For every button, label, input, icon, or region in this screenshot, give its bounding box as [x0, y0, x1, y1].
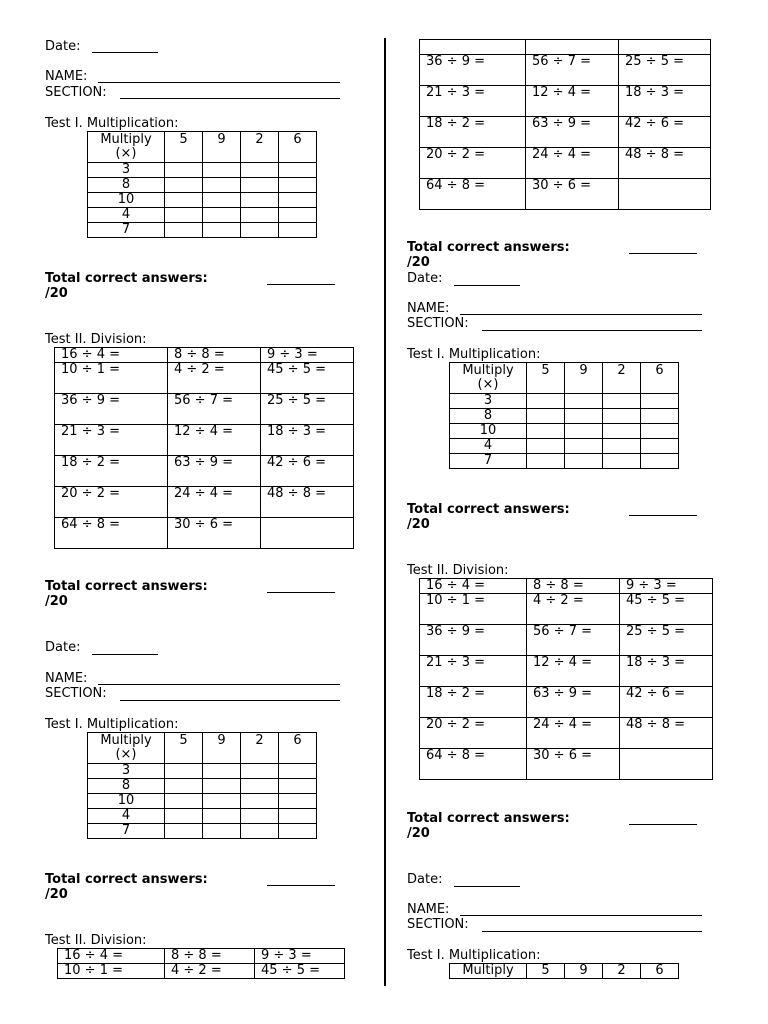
answer-cell[interactable]: [203, 223, 241, 238]
col-header: 9: [565, 964, 603, 979]
division-problem: 10 ÷ 1 =: [420, 594, 527, 625]
date-label: Date:: [45, 39, 81, 54]
division-problem: 12 ÷ 4 =: [527, 656, 620, 687]
row-header: 8: [88, 779, 165, 794]
division-problem: 18 ÷ 2 =: [55, 456, 168, 487]
row-header: 10: [88, 794, 165, 809]
answer-cell[interactable]: [241, 223, 279, 238]
total-label: Total correct answers:: [407, 502, 570, 517]
name-field[interactable]: [460, 915, 702, 916]
answer-cell[interactable]: [565, 394, 603, 409]
col-header: 5: [527, 363, 565, 394]
answer-cell[interactable]: [241, 163, 279, 178]
division-problem: 20 ÷ 2 =: [420, 148, 526, 179]
row-header: 8: [450, 409, 527, 424]
answer-cell[interactable]: [279, 208, 317, 223]
multiply-header: Multiply: [450, 964, 527, 979]
answer-cell[interactable]: [241, 193, 279, 208]
answer-cell[interactable]: [603, 394, 641, 409]
answer-cell[interactable]: [279, 163, 317, 178]
division-problem: 25 ÷ 5 =: [261, 394, 354, 425]
division-table: [54, 347, 354, 549]
col-header: 6: [279, 733, 317, 764]
division-table: [419, 39, 711, 210]
division-problem: 36 ÷ 9 =: [420, 55, 526, 86]
division-problem: 36 ÷ 9 =: [55, 394, 168, 425]
division-cell: [420, 40, 526, 55]
division-problem: 30 ÷ 6 =: [527, 749, 620, 780]
answer-cell[interactable]: [203, 779, 241, 794]
name-field[interactable]: [98, 82, 340, 83]
col-header: 6: [279, 132, 317, 163]
multiply-header: Multiply (×): [88, 733, 165, 764]
division-problem: 63 ÷ 9 =: [168, 456, 261, 487]
division-problem: 42 ÷ 6 =: [261, 456, 354, 487]
division-problem: 9 ÷ 3 =: [620, 579, 713, 594]
row-header: 8: [88, 178, 165, 193]
division-cell: [619, 40, 711, 55]
division-table: [57, 948, 345, 979]
answer-cell[interactable]: [165, 208, 203, 223]
division-problem: 21 ÷ 3 =: [55, 425, 168, 456]
division-problem: 64 ÷ 8 =: [420, 749, 527, 780]
division-problem: 8 ÷ 8 =: [165, 949, 255, 964]
answer-cell[interactable]: [527, 454, 565, 469]
division-problem: [619, 179, 711, 210]
division-problem: 12 ÷ 4 =: [168, 425, 261, 456]
answer-cell[interactable]: [565, 439, 603, 454]
col-header: 2: [241, 132, 279, 163]
date-label: Date:: [407, 271, 443, 286]
division-problem: 30 ÷ 6 =: [526, 179, 619, 210]
answer-cell[interactable]: [565, 424, 603, 439]
answer-cell[interactable]: [279, 193, 317, 208]
answer-cell[interactable]: [279, 178, 317, 193]
division-problem: 20 ÷ 2 =: [420, 718, 527, 749]
section-field[interactable]: [120, 700, 340, 701]
division-problem: 16 ÷ 4 =: [420, 579, 527, 594]
multiplication-table: [87, 131, 317, 238]
row-header: 3: [88, 764, 165, 779]
division-problem: 9 ÷ 3 =: [255, 949, 345, 964]
answer-cell[interactable]: [165, 178, 203, 193]
division-problem: 21 ÷ 3 =: [420, 86, 526, 117]
division-problem: 42 ÷ 6 =: [619, 117, 711, 148]
row-header: 4: [88, 809, 165, 824]
answer-cell[interactable]: [165, 764, 203, 779]
division-problem: 18 ÷ 3 =: [261, 425, 354, 456]
division-problem: 25 ÷ 5 =: [619, 55, 711, 86]
answer-cell[interactable]: [279, 764, 317, 779]
division-problem: 56 ÷ 7 =: [527, 625, 620, 656]
total-field[interactable]: [629, 824, 697, 825]
answer-cell[interactable]: [603, 439, 641, 454]
division-problem: 12 ÷ 4 =: [526, 86, 619, 117]
answer-cell[interactable]: [165, 193, 203, 208]
answer-cell[interactable]: [241, 809, 279, 824]
division-problem: 45 ÷ 5 =: [261, 363, 354, 394]
answer-cell[interactable]: [527, 409, 565, 424]
answer-cell[interactable]: [241, 824, 279, 839]
division-problem: 8 ÷ 8 =: [168, 348, 261, 363]
total-label: Total correct answers:: [45, 872, 208, 887]
name-label: NAME:: [45, 69, 88, 84]
answer-cell[interactable]: [203, 193, 241, 208]
answer-cell[interactable]: [279, 223, 317, 238]
answer-cell[interactable]: [203, 178, 241, 193]
division-problem: 64 ÷ 8 =: [420, 179, 526, 210]
col-header: 6: [641, 964, 679, 979]
date-label: Date:: [407, 872, 443, 887]
division-problem: 18 ÷ 3 =: [619, 86, 711, 117]
division-table: [419, 578, 713, 780]
multiply-header: Multiply (×): [88, 132, 165, 163]
division-problem: 21 ÷ 3 =: [420, 656, 527, 687]
total-field[interactable]: [267, 885, 335, 886]
division-problem: 63 ÷ 9 =: [526, 117, 619, 148]
answer-cell[interactable]: [641, 424, 679, 439]
division-problem: 4 ÷ 2 =: [168, 363, 261, 394]
answer-cell[interactable]: [641, 409, 679, 424]
column-divider: [384, 38, 386, 986]
answer-cell[interactable]: [603, 424, 641, 439]
answer-cell[interactable]: [641, 454, 679, 469]
answer-cell[interactable]: [165, 824, 203, 839]
division-problem: 24 ÷ 4 =: [526, 148, 619, 179]
division-problem: 25 ÷ 5 =: [620, 625, 713, 656]
division-problem: 4 ÷ 2 =: [165, 964, 255, 979]
division-problem: 48 ÷ 8 =: [261, 487, 354, 518]
answer-cell[interactable]: [565, 454, 603, 469]
answer-cell[interactable]: [203, 794, 241, 809]
division-problem: 24 ÷ 4 =: [527, 718, 620, 749]
section-field[interactable]: [482, 931, 702, 932]
division-problem: 9 ÷ 3 =: [261, 348, 354, 363]
multiply-header: Multiply (×): [450, 363, 527, 394]
division-problem: 45 ÷ 5 =: [620, 594, 713, 625]
division-problem: 18 ÷ 2 =: [420, 687, 527, 718]
division-problem: 8 ÷ 8 =: [527, 579, 620, 594]
col-header: 5: [165, 733, 203, 764]
total-field[interactable]: [267, 592, 335, 593]
row-header: 4: [450, 439, 527, 454]
section-label: SECTION:: [45, 686, 107, 701]
total-field[interactable]: [267, 284, 335, 285]
division-problem: 48 ÷ 8 =: [620, 718, 713, 749]
total-label: Total correct answers:: [407, 811, 570, 826]
division-problem: [620, 749, 713, 780]
row-header: 3: [450, 394, 527, 409]
row-header: 7: [88, 223, 165, 238]
total-field[interactable]: [629, 515, 697, 516]
division-problem: 18 ÷ 2 =: [420, 117, 526, 148]
multiplication-table: [449, 963, 679, 979]
answer-cell[interactable]: [165, 779, 203, 794]
row-header: 10: [88, 193, 165, 208]
answer-cell[interactable]: [279, 809, 317, 824]
answer-cell[interactable]: [241, 178, 279, 193]
test2-title: Test II. Division:: [45, 933, 147, 948]
test1-title: Test I. Multiplication:: [45, 116, 179, 131]
date-field[interactable]: [454, 886, 520, 887]
row-header: 7: [450, 454, 527, 469]
division-problem: 30 ÷ 6 =: [168, 518, 261, 549]
answer-cell[interactable]: [165, 794, 203, 809]
date-field[interactable]: [92, 654, 158, 655]
division-problem: 45 ÷ 5 =: [255, 964, 345, 979]
answer-cell[interactable]: [279, 794, 317, 809]
answer-cell[interactable]: [203, 824, 241, 839]
division-problem: 10 ÷ 1 =: [55, 363, 168, 394]
answer-cell[interactable]: [203, 163, 241, 178]
section-label: SECTION:: [407, 316, 469, 331]
test2-title: Test II. Division:: [407, 563, 509, 578]
row-header: 4: [88, 208, 165, 223]
division-problem: 20 ÷ 2 =: [55, 487, 168, 518]
answer-cell[interactable]: [241, 764, 279, 779]
col-header: 2: [241, 733, 279, 764]
answer-cell[interactable]: [527, 424, 565, 439]
multiplication-table: [449, 362, 679, 469]
row-header: 3: [88, 163, 165, 178]
section-field[interactable]: [120, 98, 340, 99]
score-label: /20: [407, 517, 430, 532]
division-problem: 36 ÷ 9 =: [420, 625, 527, 656]
answer-cell[interactable]: [603, 454, 641, 469]
section-label: SECTION:: [45, 85, 107, 100]
col-header: 5: [165, 132, 203, 163]
test1-title: Test I. Multiplication:: [45, 717, 179, 732]
row-header: 7: [88, 824, 165, 839]
total-label: Total correct answers:: [45, 579, 208, 594]
answer-cell[interactable]: [641, 394, 679, 409]
division-problem: 56 ÷ 7 =: [168, 394, 261, 425]
row-header: 10: [450, 424, 527, 439]
answer-cell[interactable]: [203, 809, 241, 824]
answer-cell[interactable]: [165, 809, 203, 824]
answer-cell[interactable]: [203, 764, 241, 779]
division-problem: [261, 518, 354, 549]
section-field[interactable]: [482, 330, 702, 331]
answer-cell[interactable]: [165, 223, 203, 238]
division-cell: [526, 40, 619, 55]
division-problem: 42 ÷ 6 =: [620, 687, 713, 718]
name-field[interactable]: [98, 684, 340, 685]
col-header: 2: [603, 363, 641, 394]
answer-cell[interactable]: [527, 439, 565, 454]
section-label: SECTION:: [407, 917, 469, 932]
name-label: NAME:: [407, 301, 450, 316]
multiplication-table: [87, 732, 317, 839]
division-problem: 10 ÷ 1 =: [58, 964, 165, 979]
division-problem: 56 ÷ 7 =: [526, 55, 619, 86]
total-label: Total correct answers:: [407, 240, 570, 255]
division-problem: 63 ÷ 9 =: [527, 687, 620, 718]
answer-cell[interactable]: [279, 779, 317, 794]
col-header: 2: [603, 964, 641, 979]
division-problem: 24 ÷ 4 =: [168, 487, 261, 518]
answer-cell[interactable]: [165, 163, 203, 178]
answer-cell[interactable]: [641, 439, 679, 454]
date-field[interactable]: [92, 52, 158, 53]
division-problem: 16 ÷ 4 =: [55, 348, 168, 363]
col-header: 9: [565, 363, 603, 394]
answer-cell[interactable]: [603, 409, 641, 424]
name-label: NAME:: [407, 902, 450, 917]
score-label: /20: [45, 594, 68, 609]
test1-title: Test I. Multiplication:: [407, 347, 541, 362]
division-problem: 16 ÷ 4 =: [58, 949, 165, 964]
total-label: Total correct answers:: [45, 271, 208, 286]
score-label: /20: [407, 826, 430, 841]
score-label: /20: [45, 887, 68, 902]
division-problem: 18 ÷ 3 =: [620, 656, 713, 687]
test2-title: Test II. Division:: [45, 332, 147, 347]
name-label: NAME:: [45, 671, 88, 686]
answer-cell[interactable]: [279, 824, 317, 839]
score-label: /20: [407, 255, 430, 270]
score-label: /20: [45, 286, 68, 301]
col-header: 5: [527, 964, 565, 979]
division-problem: 4 ÷ 2 =: [527, 594, 620, 625]
col-header: 9: [203, 132, 241, 163]
total-field[interactable]: [629, 253, 697, 254]
answer-cell[interactable]: [565, 409, 603, 424]
division-problem: 64 ÷ 8 =: [55, 518, 168, 549]
answer-cell[interactable]: [241, 208, 279, 223]
test1-title: Test I. Multiplication:: [407, 948, 541, 963]
answer-cell[interactable]: [241, 794, 279, 809]
answer-cell[interactable]: [241, 779, 279, 794]
name-field[interactable]: [460, 314, 702, 315]
answer-cell[interactable]: [527, 394, 565, 409]
date-field[interactable]: [454, 285, 520, 286]
col-header: 6: [641, 363, 679, 394]
date-label: Date:: [45, 640, 81, 655]
col-header: 9: [203, 733, 241, 764]
division-problem: 48 ÷ 8 =: [619, 148, 711, 179]
answer-cell[interactable]: [203, 208, 241, 223]
